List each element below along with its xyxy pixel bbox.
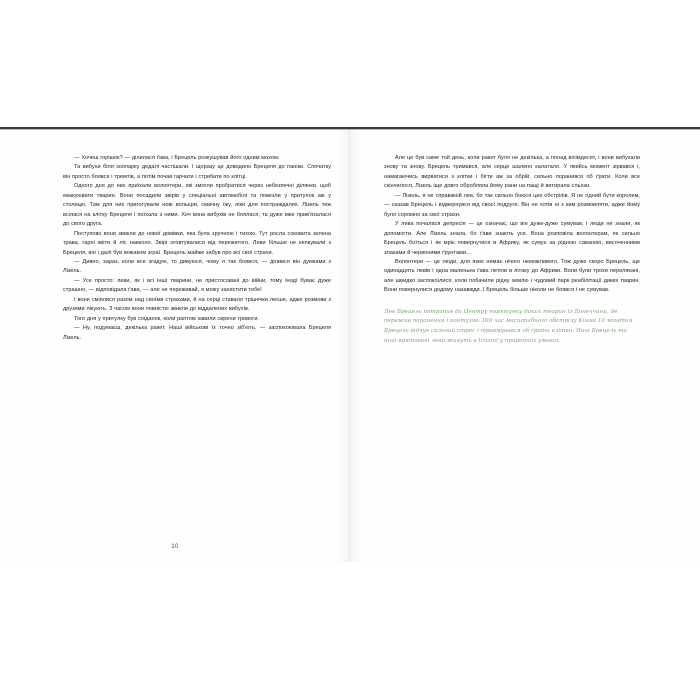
paragraph: Одного дня до них приїхали волонтери, які змогли пробратися через небезпечні ділянки, щоб евакуювати тварин. Вони посадили звірів у спеціальні автомобілі та повезли у притулок аж у столицю. Там для них приготували нові вольєри, смачну їжу, ліки для постраждалих. Лізель теж всілася на клітку Брецеля і поїхала з ними. Хоч вона вибухів не боялася, та дуже вже прив'язалася до свого друга. (63, 183, 331, 228)
paragraph: Волонтери — це люди, для яких немає нічого неможливого. Тож дуже скоро Брецель, ще одинадцять левів і одна маленька ґава летіли в літаку до Африки. Вони були трохи перелякані, але швидко заспокоїлися, коли побачили рідну землю і чудовий парк реабілітації диких тварин. Вони повернулися додому назавжди. І Брецель більше ніколи не боявся і не сумував. (384, 258, 640, 294)
paragraph: — Лізель, я не справжній лев, бо так сильно боюся цих обстрілів. Я не гідний бути королем, — сказав Брецель і відвернувся від своєї подруги. Він не хотів ні з ким розмовляти, адже йому було соромно за свої страхи. (384, 192, 640, 218)
right-page (350, 130, 700, 562)
paragraph: Того дня у притулку був сніданок, коли раптом завили сирени тривоги. (74, 315, 260, 322)
paragraph: — Дивно, зараз, коли все згадую, то дивуюся, чому я так боявся, — ділився він думками з Лізель. (63, 258, 331, 275)
paragraph: — Ну, подумаєш, декілька ракет. Наші військові їх точно зіб'ють, — заспокоювала Брецеля Лізель. (63, 325, 331, 341)
left-page (0, 130, 350, 562)
fact-note-block (384, 308, 640, 346)
book-spread (0, 130, 700, 562)
fact-note-text: Лев Брецель потрапив до Центру порятунку диких тварин із Донеччини, де пережив поранення і контузію. Під час масштабного обстрілу Києва 10 жовтня Брецель відчув сильний стрес і травмувався об ґрати клітки. Нині Брецель та інші врятовані леви живуть в Іспанії у природних умовах. (384, 308, 633, 344)
paragraph: Та вибухи біля зоопарку дедалі частішали. І щоразу це доводило Брецеля до панiки. Спочатку він просто боявся і тремтів, а потім почав гарчати і стрибати по клітці. (63, 164, 331, 180)
paragraph: — Усе просто: леви, як і всі інші тварини, не пристосовані до війни, тому іноді буває дуже страшно, — відповідала ґава, — але не переживай, я можу захистити тебе! (63, 277, 331, 294)
page-number: 10 (171, 544, 179, 550)
paragraph: І вони сміялися разом над своїми страхами, й на серці ставало трішечки легше, адже розмови з друзями лікують. З часом вони повністю звикли до віддалених вибухів. (63, 296, 331, 313)
paragraph: Але це був саме той день, коли ракет було не декілька, а понад вісімдесят, і вони вибухали знову та знову. Брецель тримався, але серце шалено калатало. У якийсь момент зірвався і, намагаючись вирватися з клітки і бігти аж за обрій, сильно поранився об ґрати. Коли все скінчилося, Лізель іще довго обробляла йому рани на пащі й витирала сльози. (384, 155, 640, 190)
paragraph: Поступово вони звикли до нової домівки, яка була зручною і тихою. Тут росла соковита зелена трава, гарні квіти й ліс навколо. Звірі оговтувалися від пережитого. Леви більше не кепкували з Брецеля, він і далі був вожаком зграї. Брецель майже забув про всі свої страхи. (63, 230, 331, 256)
paragraph: — Хочеш горішок? — ділилася ґава, і Брецель розкушував його одним махом. (74, 155, 280, 161)
paragraph: У лева почалася депресія — це означає, що він дуже-дуже сумував, і люди не знали, як допомогти. Але Лізель знала, бо ґави знають усе. Вона розповіла волонтерам, як сильно Брецель боїться і як мріє повернутися в Африку, як сумує за рідною саваною, височенними злаками й червоними ґрунтами... (384, 221, 640, 256)
